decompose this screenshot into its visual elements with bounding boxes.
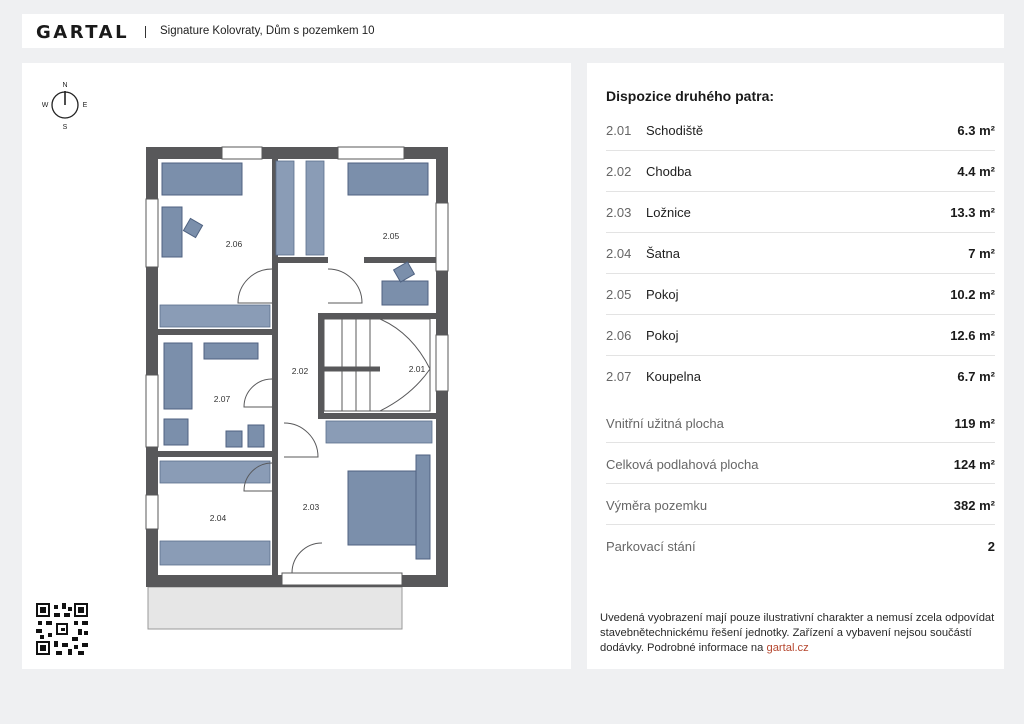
gartal-logo[interactable]: GARTAL [36,22,130,43]
room-code: 2.06 [606,328,632,343]
compass-west-label: W [42,102,49,109]
room-label-2-04: 2.04 [209,513,227,523]
compass-south-label: S [62,124,68,131]
header-divider [145,26,146,38]
disclaimer-text [600,611,995,656]
property-stats [606,402,995,566]
floor-plan-drawing [142,143,452,633]
room-label-2-07: 2.07 [213,394,231,404]
stat-label: Celková podlahová plocha [606,457,759,472]
compass-north-label: N [62,82,68,89]
compass-icon [42,79,88,131]
room-name: Pokoj [646,287,679,302]
terrace-area [148,587,402,629]
room-name: Schodiště [646,123,704,138]
room-label-2-03: 2.03 [302,502,320,512]
room-name: Šatna [646,246,680,261]
room-row [606,233,995,274]
room-area: 6.3 m² [957,123,995,138]
stat-row [606,484,995,525]
room-label-2-01: 2.01 [408,364,426,374]
room-label-2-05: 2.05 [382,231,400,241]
room-row [606,192,995,233]
compass-east-label: E [82,102,88,109]
qr-code-icon[interactable] [36,603,88,655]
room-name: Chodba [646,164,692,179]
stat-row [606,525,995,566]
room-code: 2.03 [606,205,632,220]
stat-label: Výměra pozemku [606,498,708,513]
room-code: 2.07 [606,369,632,384]
room-name: Ložnice [646,205,691,220]
header-bar [22,14,1004,48]
room-label-2-02: 2.02 [291,366,309,376]
room-row [606,110,995,151]
room-summary-panel [587,63,1004,669]
room-area: 12.6 m² [950,328,995,343]
stat-value: 382 m² [953,498,995,513]
room-area: 13.3 m² [950,205,995,220]
room-code: 2.04 [606,246,632,261]
stat-value: 124 m² [953,457,995,472]
gartal-website-link[interactable]: gartal.cz [766,642,809,654]
stat-value: 119 m² [954,416,995,431]
disclaimer-body: Uvedená vyobrazení mají pouze ilustrativní charakter a nemusí zcela odpovídat stavebnětechnickému řešení jednotky. Zařízení a vybavení nejsou součástí dodávky. Podrobné informace na [600,612,995,654]
stat-label: Parkovací stání [606,539,696,554]
room-area: 7 m² [968,246,995,261]
room-code: 2.01 [606,123,632,138]
stat-row [606,402,995,443]
room-label-2-06: 2.06 [225,239,243,249]
room-area: 6.7 m² [957,369,995,384]
room-row [606,151,995,192]
room-list [606,110,995,397]
room-name: Pokoj [646,328,679,343]
room-row [606,315,995,356]
stat-value: 2 [987,539,995,554]
room-row [606,274,995,315]
stat-label: Vnitřní užitná plocha [606,416,724,431]
floor-plan-panel [22,63,571,669]
room-code: 2.05 [606,287,632,302]
room-area: 4.4 m² [957,164,995,179]
room-row [606,356,995,397]
room-name: Koupelna [646,369,701,384]
room-area: 10.2 m² [950,287,995,302]
project-subtitle: Signature Kolovraty, Dům s pozemkem 10 [160,25,375,37]
room-code: 2.02 [606,164,632,179]
summary-title: Dispozice druhého patra: [606,88,775,104]
stat-row [606,443,995,484]
